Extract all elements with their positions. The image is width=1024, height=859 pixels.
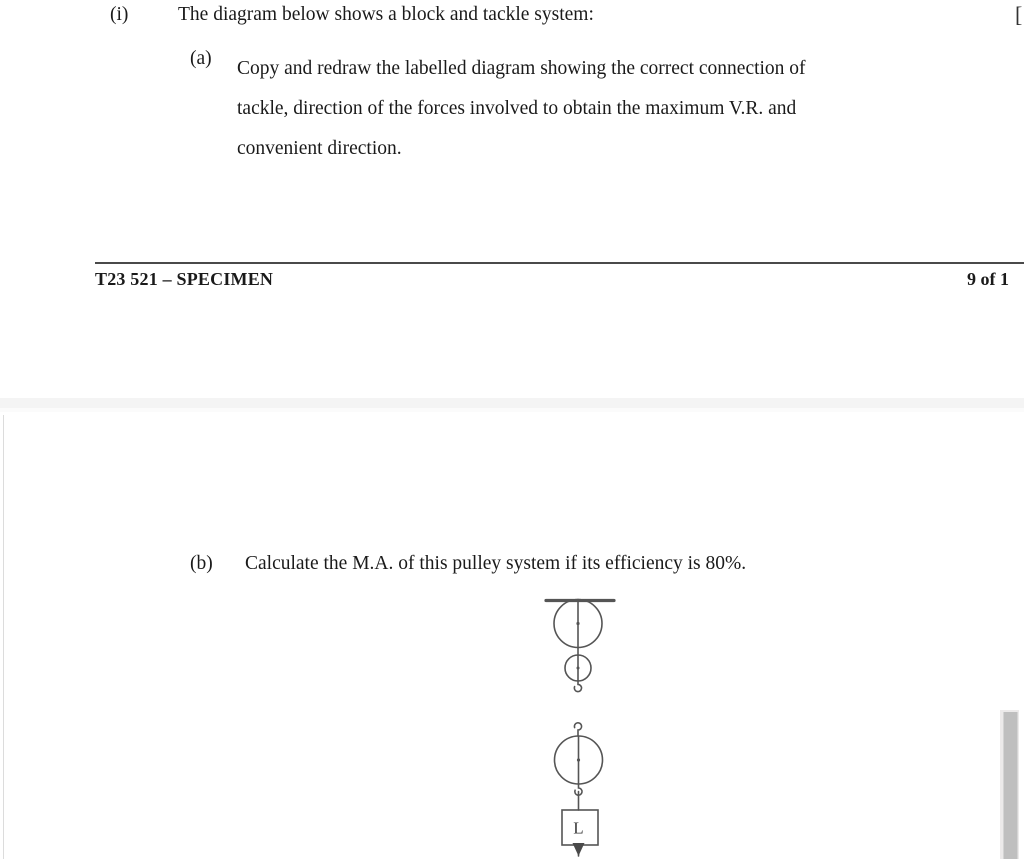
question-marker-i: (i) [110, 4, 129, 25]
footer-divider [95, 262, 1024, 264]
page-left-edge-line [3, 415, 4, 859]
vertical-scrollbar-thumb[interactable] [1003, 712, 1018, 859]
part-marker-b: (b) [190, 553, 213, 574]
page-separator-band-secondary [0, 408, 1024, 412]
question-stem-i: The diagram below shows a block and tackle system: [178, 4, 594, 25]
block-and-tackle-diagram [506, 588, 656, 859]
upper-block-hook [574, 681, 581, 692]
part-a-line-3: convenient direction. [237, 138, 402, 159]
load-direction-arrow-head [573, 843, 585, 856]
lower-block-top-hook [574, 723, 581, 736]
part-b-text: Calculate the M.A. of this pulley system if its efficiency is 80%. [245, 553, 747, 574]
footer-paper-code: T23 521 – SPECIMEN [95, 269, 274, 289]
marks-bracket: [ [1015, 2, 1023, 27]
part-a-line-1: Copy and redraw the labelled diagram showing the correct connection of [237, 58, 806, 79]
load-label: L [573, 818, 584, 838]
page-separator-band [0, 398, 1024, 408]
part-a-line-2: tackle, direction of the forces involved to obtain the maximum V.R. and [237, 98, 797, 119]
part-marker-a: (a) [190, 48, 212, 69]
part-a-text [237, 49, 960, 169]
footer-page-number: 9 of 1 [967, 269, 1009, 289]
